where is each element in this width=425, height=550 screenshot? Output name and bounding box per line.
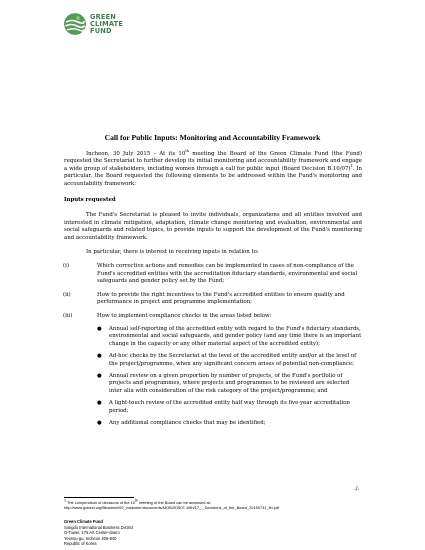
compliance-checks-list	[97, 326, 362, 427]
footnote: 1 The compendium of decisions of the 10th meeting of the Board can be accessed at: http://www.gcfund.org/fileadmin/00_customer/documents/MOB201507-10th/17_-_Decisions_of_the_Board_20150731_fin.pdf	[64, 500, 364, 510]
intro-paragraph: Incheon, 30 July 2015 – At its 10th meeting the Board of the Green Climate Fund (the Fund) requested the Secretariat to further develop its initial monitoring and accountability framework and engage a wide group of stakeholders, including women through a call for public input (Board Decision B.10/07)$^1$. In particular, the Board requested the following elements to be addressed within the Fund's monitoring and accountability framework:	[64, 149, 362, 187]
bullet-icon: ●	[97, 353, 102, 360]
continued-marker: ./.	[354, 486, 360, 492]
bullet-item: ● Annual review on a given proportion by number of projects, of the Fund's portfolio of projects and programmes, where projects and programmes to be reviewed are selected inter alia with consideration of the risk category of the project/programme; and	[97, 372, 350, 394]
bullet-item: ● Annual self-reporting of the accredited entity with regard to the Fund's fiduciary standards, environmental and social safeguards, and gender policy (and any time there is an important change in the capacity or any other material aspect of the accredited entity);	[97, 325, 362, 347]
bullet-item: ● Any additional compliance checks that may be identified;	[97, 419, 266, 426]
page-title: Call for Public Inputs: Monitoring and Accountability Framework	[104, 133, 321, 142]
interest-paragraph: In particular, there is interest in receiving inputs in relation to:	[86, 249, 259, 256]
logo-wordmark: GREEN CLIMATE FUND	[90, 13, 124, 35]
bullet-icon: ●	[97, 419, 102, 426]
globe-icon	[64, 13, 86, 35]
gcf-logo	[64, 13, 123, 35]
list-item: (i) Which corrective actions and remedies can be implemented in cases of non-compliance of the Fund's accredited entities with the accreditation fiduciary standards, environmental and social safeguards and gender policy set by the Fund;	[63, 263, 358, 285]
bullet-item: ● A light-touch review of the accredited entity half way through its five-year accreditation period;	[97, 400, 351, 414]
address-footer: Green Climate Fund Songdo International Business District G-Tower, 175 Art Center-daero Yeonsu-gu, Incheon 406-840 Republic of Korea	[64, 519, 134, 547]
bullet-icon: ●	[97, 325, 102, 332]
bullet-icon: ●	[97, 372, 102, 379]
footnote-divider	[64, 497, 134, 498]
bullet-item: ● Ad-hoc checks by the Secretariat at the level of the accredited entity and/or at the level of the project/programme, when any significant concern arises of potential non-compliance;	[97, 353, 357, 367]
inputs-requested-heading: Inputs requested	[64, 197, 116, 204]
footnote-link[interactable]: http://www.gcfund.org/fileadmin/00_customer/documents/MOB201507-10th/17_-_Decisions_of_the_Board_20150731_fin.pdf	[64, 505, 280, 510]
list-item: (ii) How to provide the right incentives to the Fund's accredited entities to ensure quality and performance in project and programme implementation;	[63, 291, 345, 306]
list-item: (iii) How to implement compliance checks in the areas listed below: ● Annual self-reporting of the accredited entity with regard to the Fund's fiduciary standards, environmental and social safeguards, and gender policy (and any time there is an important change in the capacity or any other material aspect of the accredited entity); ● Ad-hoc checks by the Secretariat at the level of the accredited entity and/or at the level of the project/programme, when any significant concern arises of potential non-compliance; ● Annual review on a given proportion by number of projects, of the Fund's portfolio of projects and programmes, where projects and programmes to be reviewed are selected inter alia with consideration of the risk category of the project/programme; and ● A light-touch review of the accredited entity half way through its five-year accreditation period; ● Any additional compliance checks that may be identified;	[63, 312, 362, 426]
bullet-icon: ●	[97, 400, 102, 407]
invitation-paragraph: The Fund's Secretariat is pleased to invite individuals, organizations and all entities involved and interested in climate mitigation, adaptation, climate change monitoring and evaluation, environmental and social safeguards and related topics, to provide inputs to support the development of the Fund's monitoring and accountability framework.	[64, 212, 362, 241]
document-body	[64, 151, 362, 438]
